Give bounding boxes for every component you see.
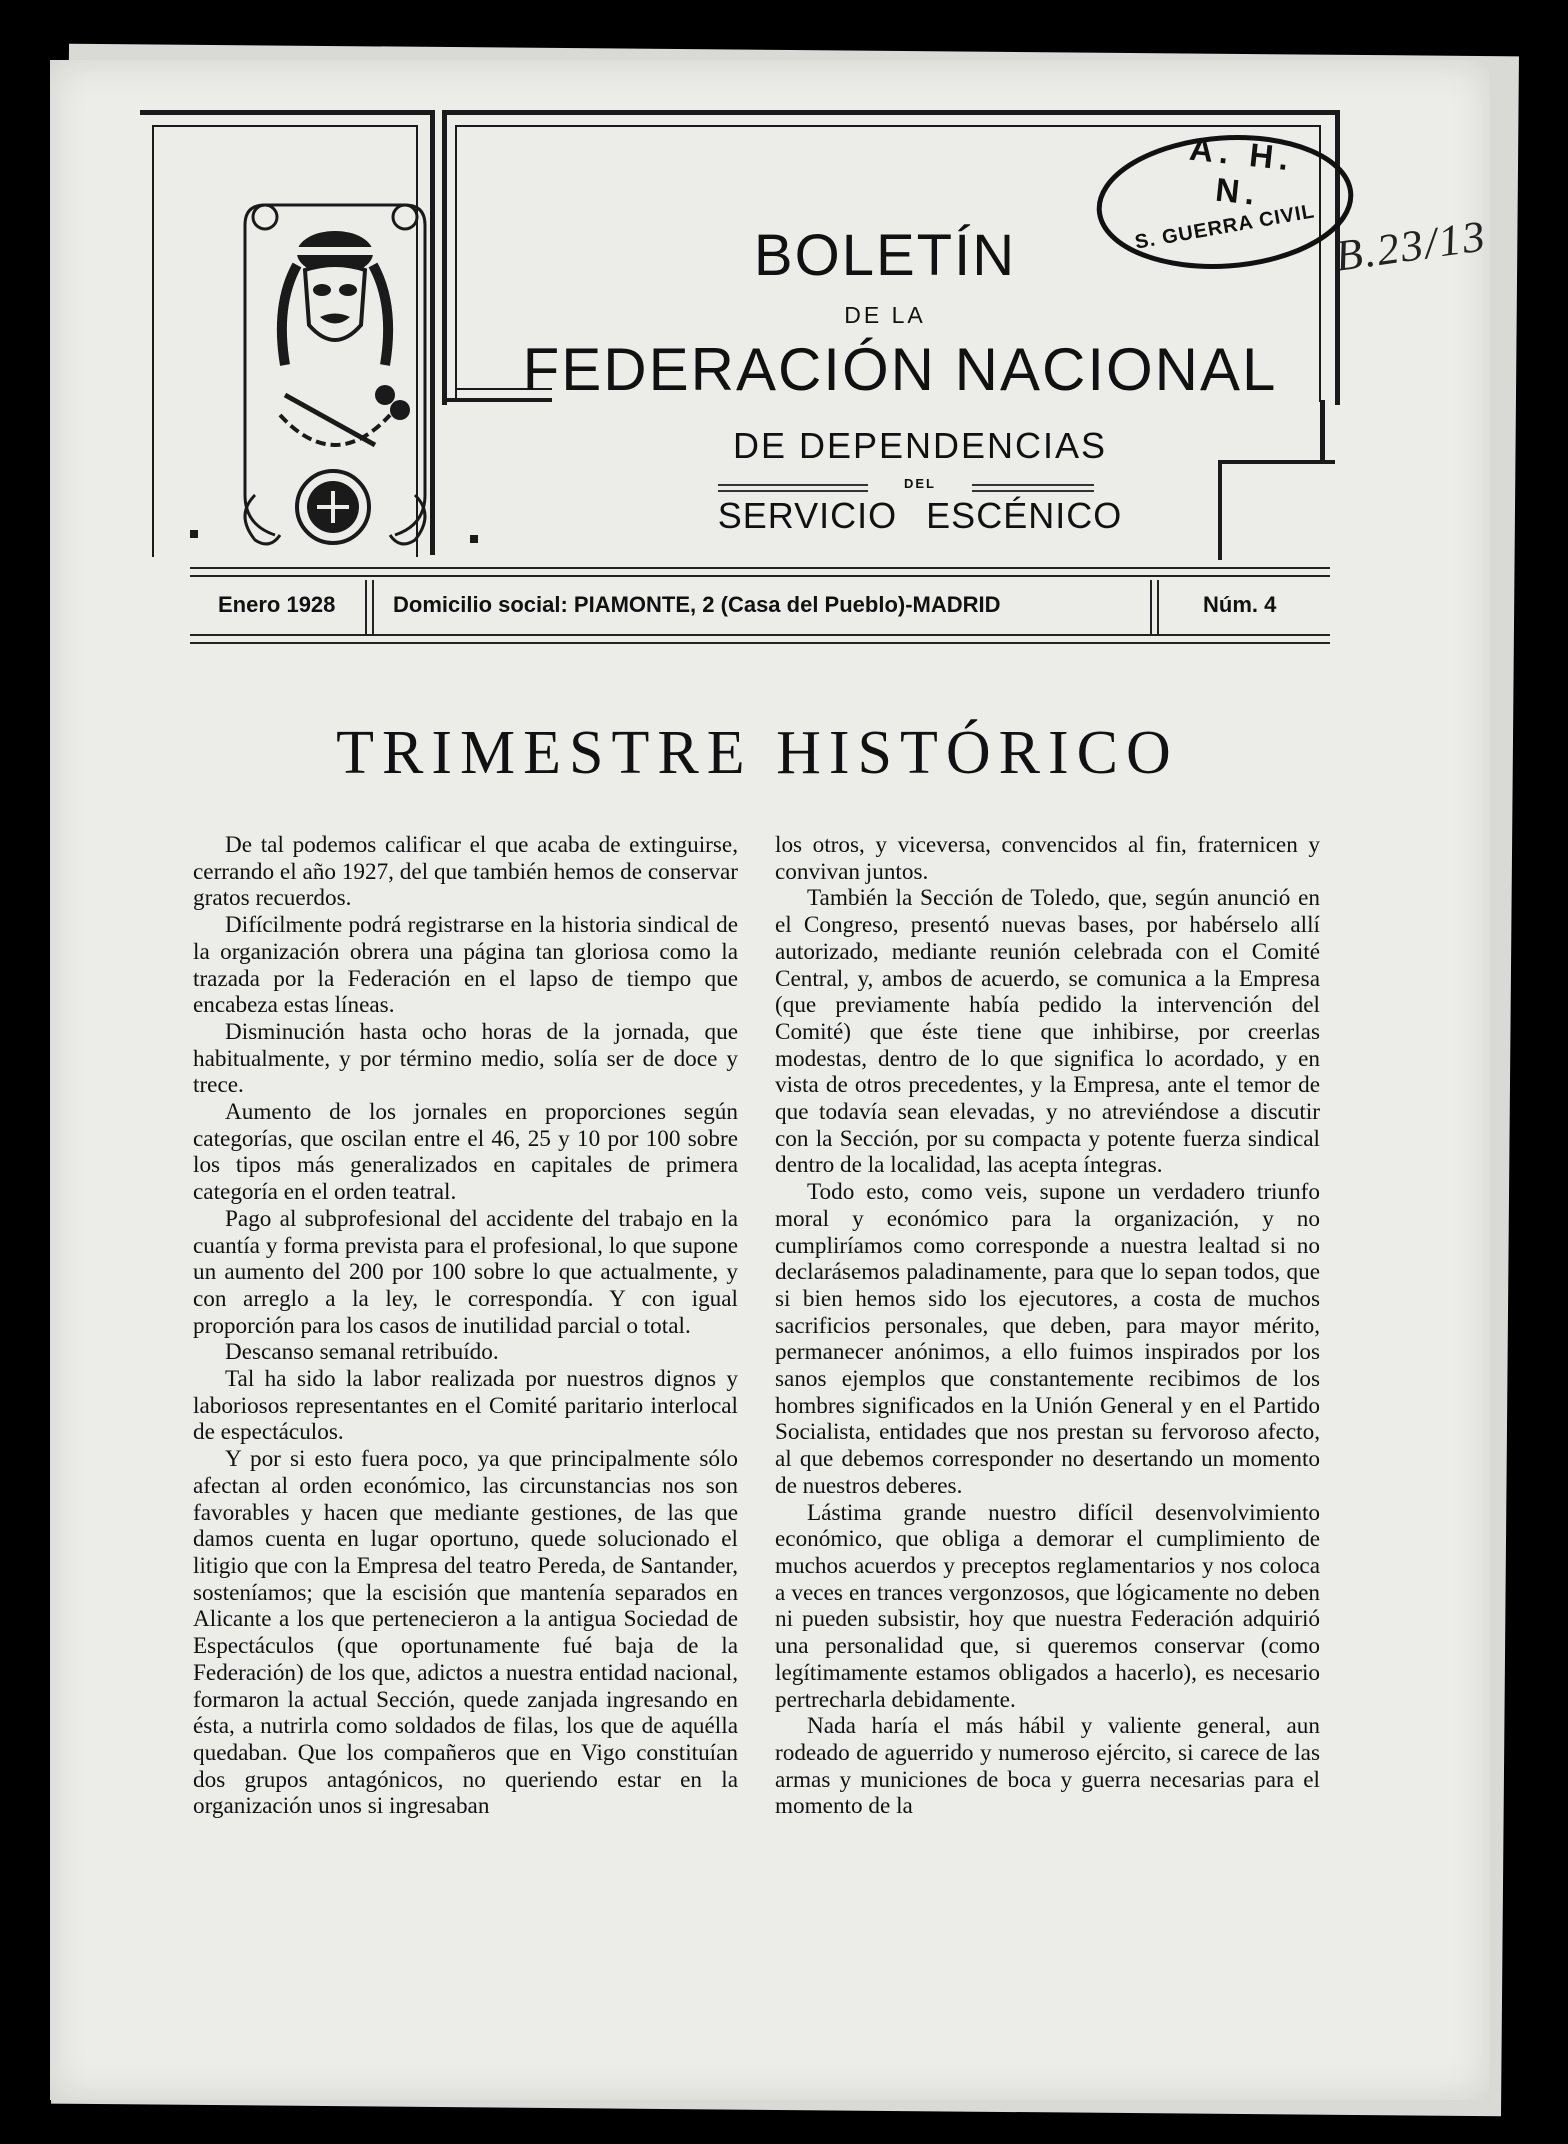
masthead-federacion: FEDERACIÓN NACIONAL [522, 336, 1278, 403]
info-bar-rule-top [190, 567, 1330, 569]
paragraph: Disminución hasta ocho horas de la jornada, que habitualmente, y por término medio, solía ser de doce y trece. [193, 1018, 738, 1099]
paragraph: Aumento de los jornales en proporciones según categorías, que oscilan entre el 46, 25 y 10 por 100 sobre los tipos más generalizados en capitales de primera categoría en el orden teatral. [193, 1099, 738, 1206]
paragraph: También la Sección de Toledo, que, según anunció en el Congreso, presentó nuevas bases, por habérselo allí autorizado, mediante reunión celebrada con el Comité Central, y, ambos de acuerdo, se comunica a la Empresa (que previamente había pedido la intervención del Comité) que éste tiene que inhibirse, por creerlas modestas, dentro de lo que significa lo acordado, y en vista de otros precedentes, y la Empresa, ante el temor de que todavía sean elevadas, y no atreviéndose a discutir con la Sección, por su compacta y potente fuerza sindical dentro de la localidad, las acepta íntegras. [775, 885, 1320, 1179]
paragraph: Lástima grande nuestro difícil desenvolvimiento económico, que obliga a demorar el cumplimiento de muchos acuerdos y preceptos reglamentarios y nos coloca a veces en trances vergonzosos, que lógicamente no deben ni pueden subsistir, hoy que nuestra Federación adquirió una personalidad que, si queremos conservar (como legítimamente estamos obligados a hacerlo), es necesario pertrecharla debidamente. [775, 1499, 1320, 1713]
paragraph: Difícilmente podrá registrarse en la historia sindical de la organización obrera una página tan gloriosa como la trazada por la Federación en el lapso de tiempo que encabeza estas líneas. [193, 912, 738, 1019]
title-frame-right-edge [1320, 400, 1325, 462]
handwritten-reference: B.23/13 [1332, 211, 1490, 281]
info-bar-rule-bottom-2 [190, 642, 1330, 644]
issue-date: Enero 1928 [218, 592, 336, 617]
masthead-rule-left-2 [718, 490, 868, 492]
issue-number: Núm. 4 [1203, 592, 1277, 617]
paragraph: Todo esto, como veis, supone un verdadero triunfo moral y económico para la organización, y no cumpliríamos como corresponde a nuestra lealtad si no declarásemos paladinamente, para que lo sepan todos, que si bien hemos sido los ejecutores, a costa de muchos sacrificios personales, que deben, para mayor mérito, permanecer anónimos, a ello fuimos inspirados por los sanos ejemplos que constantemente recibimos de los hombres significados en la Unión General y en el Partido Socialista, entidades que nos prestan su fervoroso afecto, al que debemos corresponder no desertando un momento de nuestros deberes. [775, 1179, 1320, 1499]
info-bar-divider [365, 580, 367, 636]
masthead-servicio: SERVICIO ESCÉNICO [717, 495, 1123, 536]
title-frame-foot-right [1218, 460, 1335, 464]
frame-corner-mark [470, 535, 478, 543]
masthead-del: DEL [904, 476, 936, 491]
article-column-left [193, 832, 738, 1820]
paragraph: De tal podemos calificar el que acaba de extinguirse, cerrando el año 1927, del que también hemos de conservar gratos recuerdos. [193, 832, 738, 912]
paragraph: Nada haría el más hábil y valiente general, aun rodeado de aguerrido y numeroso ejército, si carece de las armas y municiones de boca y guerra necesarias para el momento de la [775, 1713, 1320, 1820]
paragraph: Tal ha sido la labor realizada por nuestros dignos y laboriosos representantes en el Comité paritario interlocal de espectáculos. [193, 1366, 738, 1446]
paragraph: Pago al subprofesional del accidente del trabajo en la cuantía y forma prevista para el profesional, lo que supone un aumento del 200 por 100 sobre lo que actualmente, y con arreglo a la ley, le correspondía. Y con igual proporción para los casos de inutilidad parcial o total. [193, 1205, 738, 1339]
info-bar-divider [372, 580, 374, 636]
theatre-mask-emblem-icon [225, 195, 445, 555]
info-bar-rule-bottom [190, 634, 1330, 636]
masthead-rule-right-2 [972, 490, 1094, 492]
paragraph: Descanso semanal retribuído. [225, 1339, 499, 1366]
masthead-rule-left [718, 484, 868, 486]
stamp-top-text: A. H. N. [1187, 129, 1297, 213]
info-bar-rule-top-2 [190, 575, 1330, 577]
masthead-dependencias: DE DEPENDENCIAS [732, 425, 1108, 466]
article-column-right [775, 832, 1320, 1820]
info-bar-divider [1157, 580, 1159, 636]
paragraph-continued: los otros, y viceversa, convencidos al fin, fraternicen y convivan juntos. [775, 832, 1320, 885]
title-frame-right-drop [1218, 460, 1222, 560]
paragraph: Y por si esto fuera poco, ya que principalmente sólo afectan al orden económico, las circunstancias nos son favorables y hacen que mediante gestiones, de las que damos cuenta en lugar oportuno, quede solucionado el litigio que con la Empresa del teatro Pereda, de Santander, sosteníamos; que la escisión que mantenía separados en Alicante a los que pertenecieron a la antigua Sociedad de Espectáculos (que oportunamente fué baja de la Federación) de los que, adictos a nuestra entidad nacional, formaron la actual Sección, quede zanjada ingresando en ésta, a nutrirla como soldados de filas, los que de aquélla quedaban. Que los compañeros que en Vigo constituían dos grupos antagónicos, no queriendo estar en la organización unos si ingresaban [193, 1446, 738, 1820]
frame-corner-mark [190, 530, 198, 538]
masthead-title: BOLETÍN [753, 223, 1017, 288]
article-title: TRIMESTRE HISTÓRICO [336, 719, 1179, 787]
masthead-rule-right [972, 484, 1094, 486]
stamp-bottom-text: S. GUERRA CIVIL [1133, 200, 1317, 254]
issue-address: Domicilio social: PIAMONTE, 2 (Casa del Pueblo)-MADRID [393, 592, 1001, 617]
masthead-de-la: DE LA [844, 302, 926, 328]
info-bar-divider [1150, 580, 1152, 636]
